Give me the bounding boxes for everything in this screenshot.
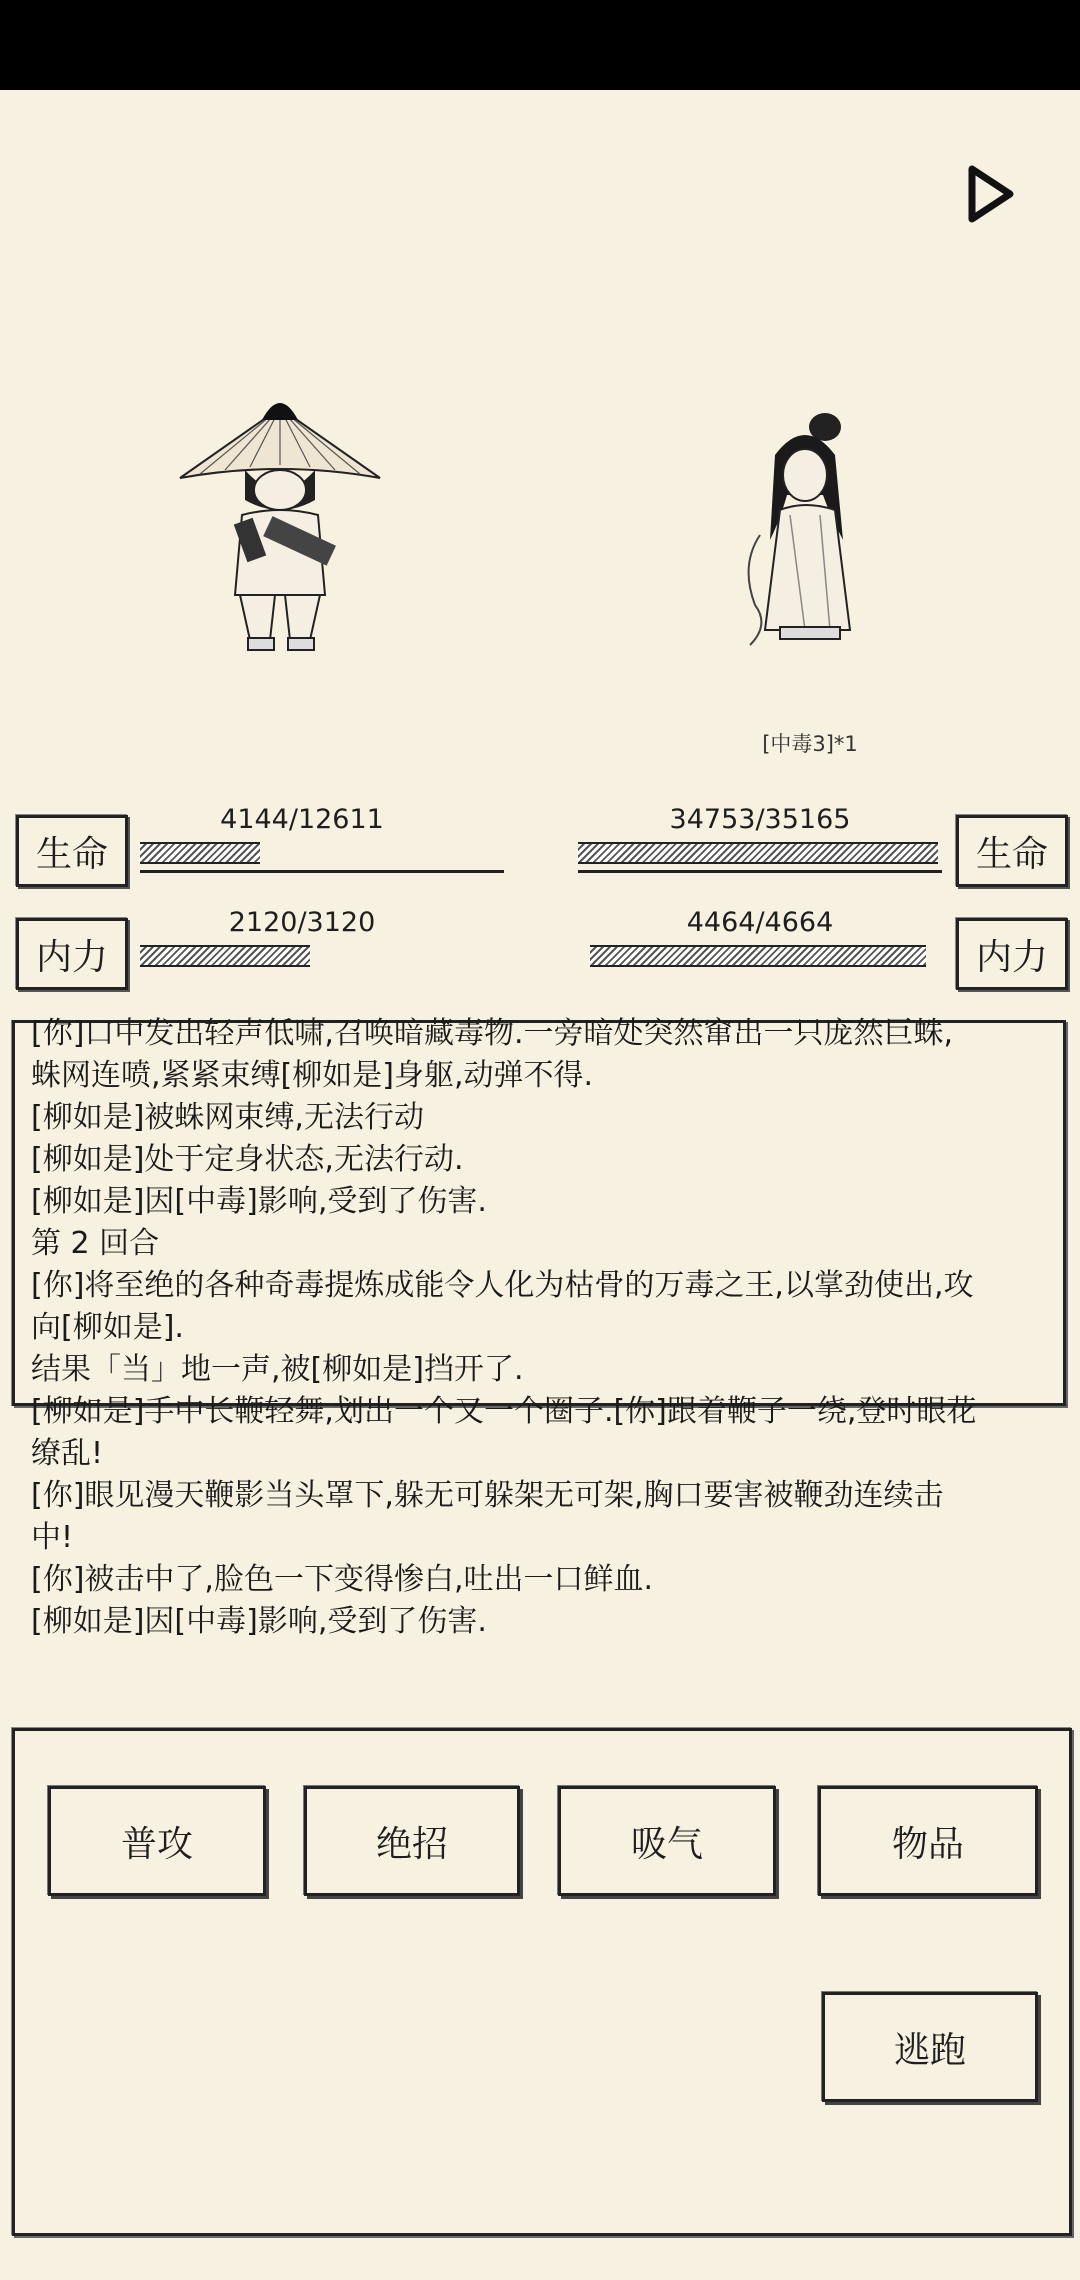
enemy-qi-bar xyxy=(590,945,940,967)
enemy-qi-label: 内力 xyxy=(956,918,1068,990)
player-life-value: 4144/12611 xyxy=(220,804,384,835)
ultimate-button[interactable]: 绝招 xyxy=(304,1786,520,1896)
log-line: [柳如是]因[中毒]影响,受到了伤害. xyxy=(31,1604,487,1639)
log-line: [柳如是]被蛛网束缚,无法行动 xyxy=(31,1100,424,1135)
player-qi-value: 2120/3120 xyxy=(228,907,376,938)
player-qi-fill xyxy=(140,945,310,967)
log-line: [你]将至绝的各种奇毒提炼成能令人化为枯骨的万毒之王,以掌劲使出,攻 xyxy=(31,1268,974,1303)
log-line: [你]眼见漫天鞭影当头罩下,躲无可躲架无可架,胸口要害被鞭劲连续击 xyxy=(31,1478,944,1513)
enemy-life-value: 34753/35165 xyxy=(669,804,851,835)
enemy-character xyxy=(735,405,875,655)
enemy-life-fill xyxy=(578,842,938,864)
enemy-qi-value: 4464/4664 xyxy=(686,907,834,938)
log-line: [柳如是]手中长鞭轻舞,划出一个又一个圈子.[你]跟着鞭子一绕,登时眼花 xyxy=(31,1394,977,1429)
enemy-life-label: 生命 xyxy=(956,815,1068,887)
enemy-status-effect: [中毒3]*1 xyxy=(762,732,858,756)
log-line: [柳如是]因[中毒]影响,受到了伤害. xyxy=(31,1184,487,1219)
battle-log[interactable] xyxy=(12,1016,1066,1639)
flee-button[interactable]: 逃跑 xyxy=(822,1992,1038,2102)
items-button[interactable]: 物品 xyxy=(818,1786,1038,1896)
log-line: 蛛网连喷,紧紧束缚[柳如是]身躯,动弹不得. xyxy=(31,1058,594,1093)
play-icon[interactable] xyxy=(966,164,1016,224)
enemy-qi-fill xyxy=(590,945,926,967)
player-life-track xyxy=(140,870,504,873)
log-line: 缭乱! xyxy=(31,1436,104,1471)
log-line: [你]口中发出轻声低啸,召唤暗藏毒物.一旁暗处突然窜出一只庞然巨蛛, xyxy=(31,1016,954,1051)
attack-button[interactable]: 普攻 xyxy=(48,1786,266,1896)
player-life-fill xyxy=(140,842,260,864)
log-line: 第 2 回合 xyxy=(31,1226,160,1261)
enemy-life-track xyxy=(578,870,942,873)
breathe-button[interactable]: 吸气 xyxy=(558,1786,776,1896)
player-life-bar xyxy=(140,842,504,873)
player-character xyxy=(170,390,390,660)
enemy-life-bar xyxy=(578,842,942,873)
battle-log-content xyxy=(31,1013,1051,1643)
player-qi-label: 内力 xyxy=(16,918,128,990)
log-line: 结果「当」地一声,被[柳如是]挡开了. xyxy=(31,1352,524,1387)
log-line: 中! xyxy=(31,1520,74,1555)
status-bar xyxy=(0,0,1080,90)
player-qi-bar xyxy=(140,945,390,967)
log-line: [你]被击中了,脸色一下变得惨白,吐出一口鲜血. xyxy=(31,1562,654,1597)
player-life-label: 生命 xyxy=(16,815,128,887)
log-line: 向[柳如是]. xyxy=(31,1310,184,1345)
log-line: [柳如是]处于定身状态,无法行动. xyxy=(31,1142,464,1177)
